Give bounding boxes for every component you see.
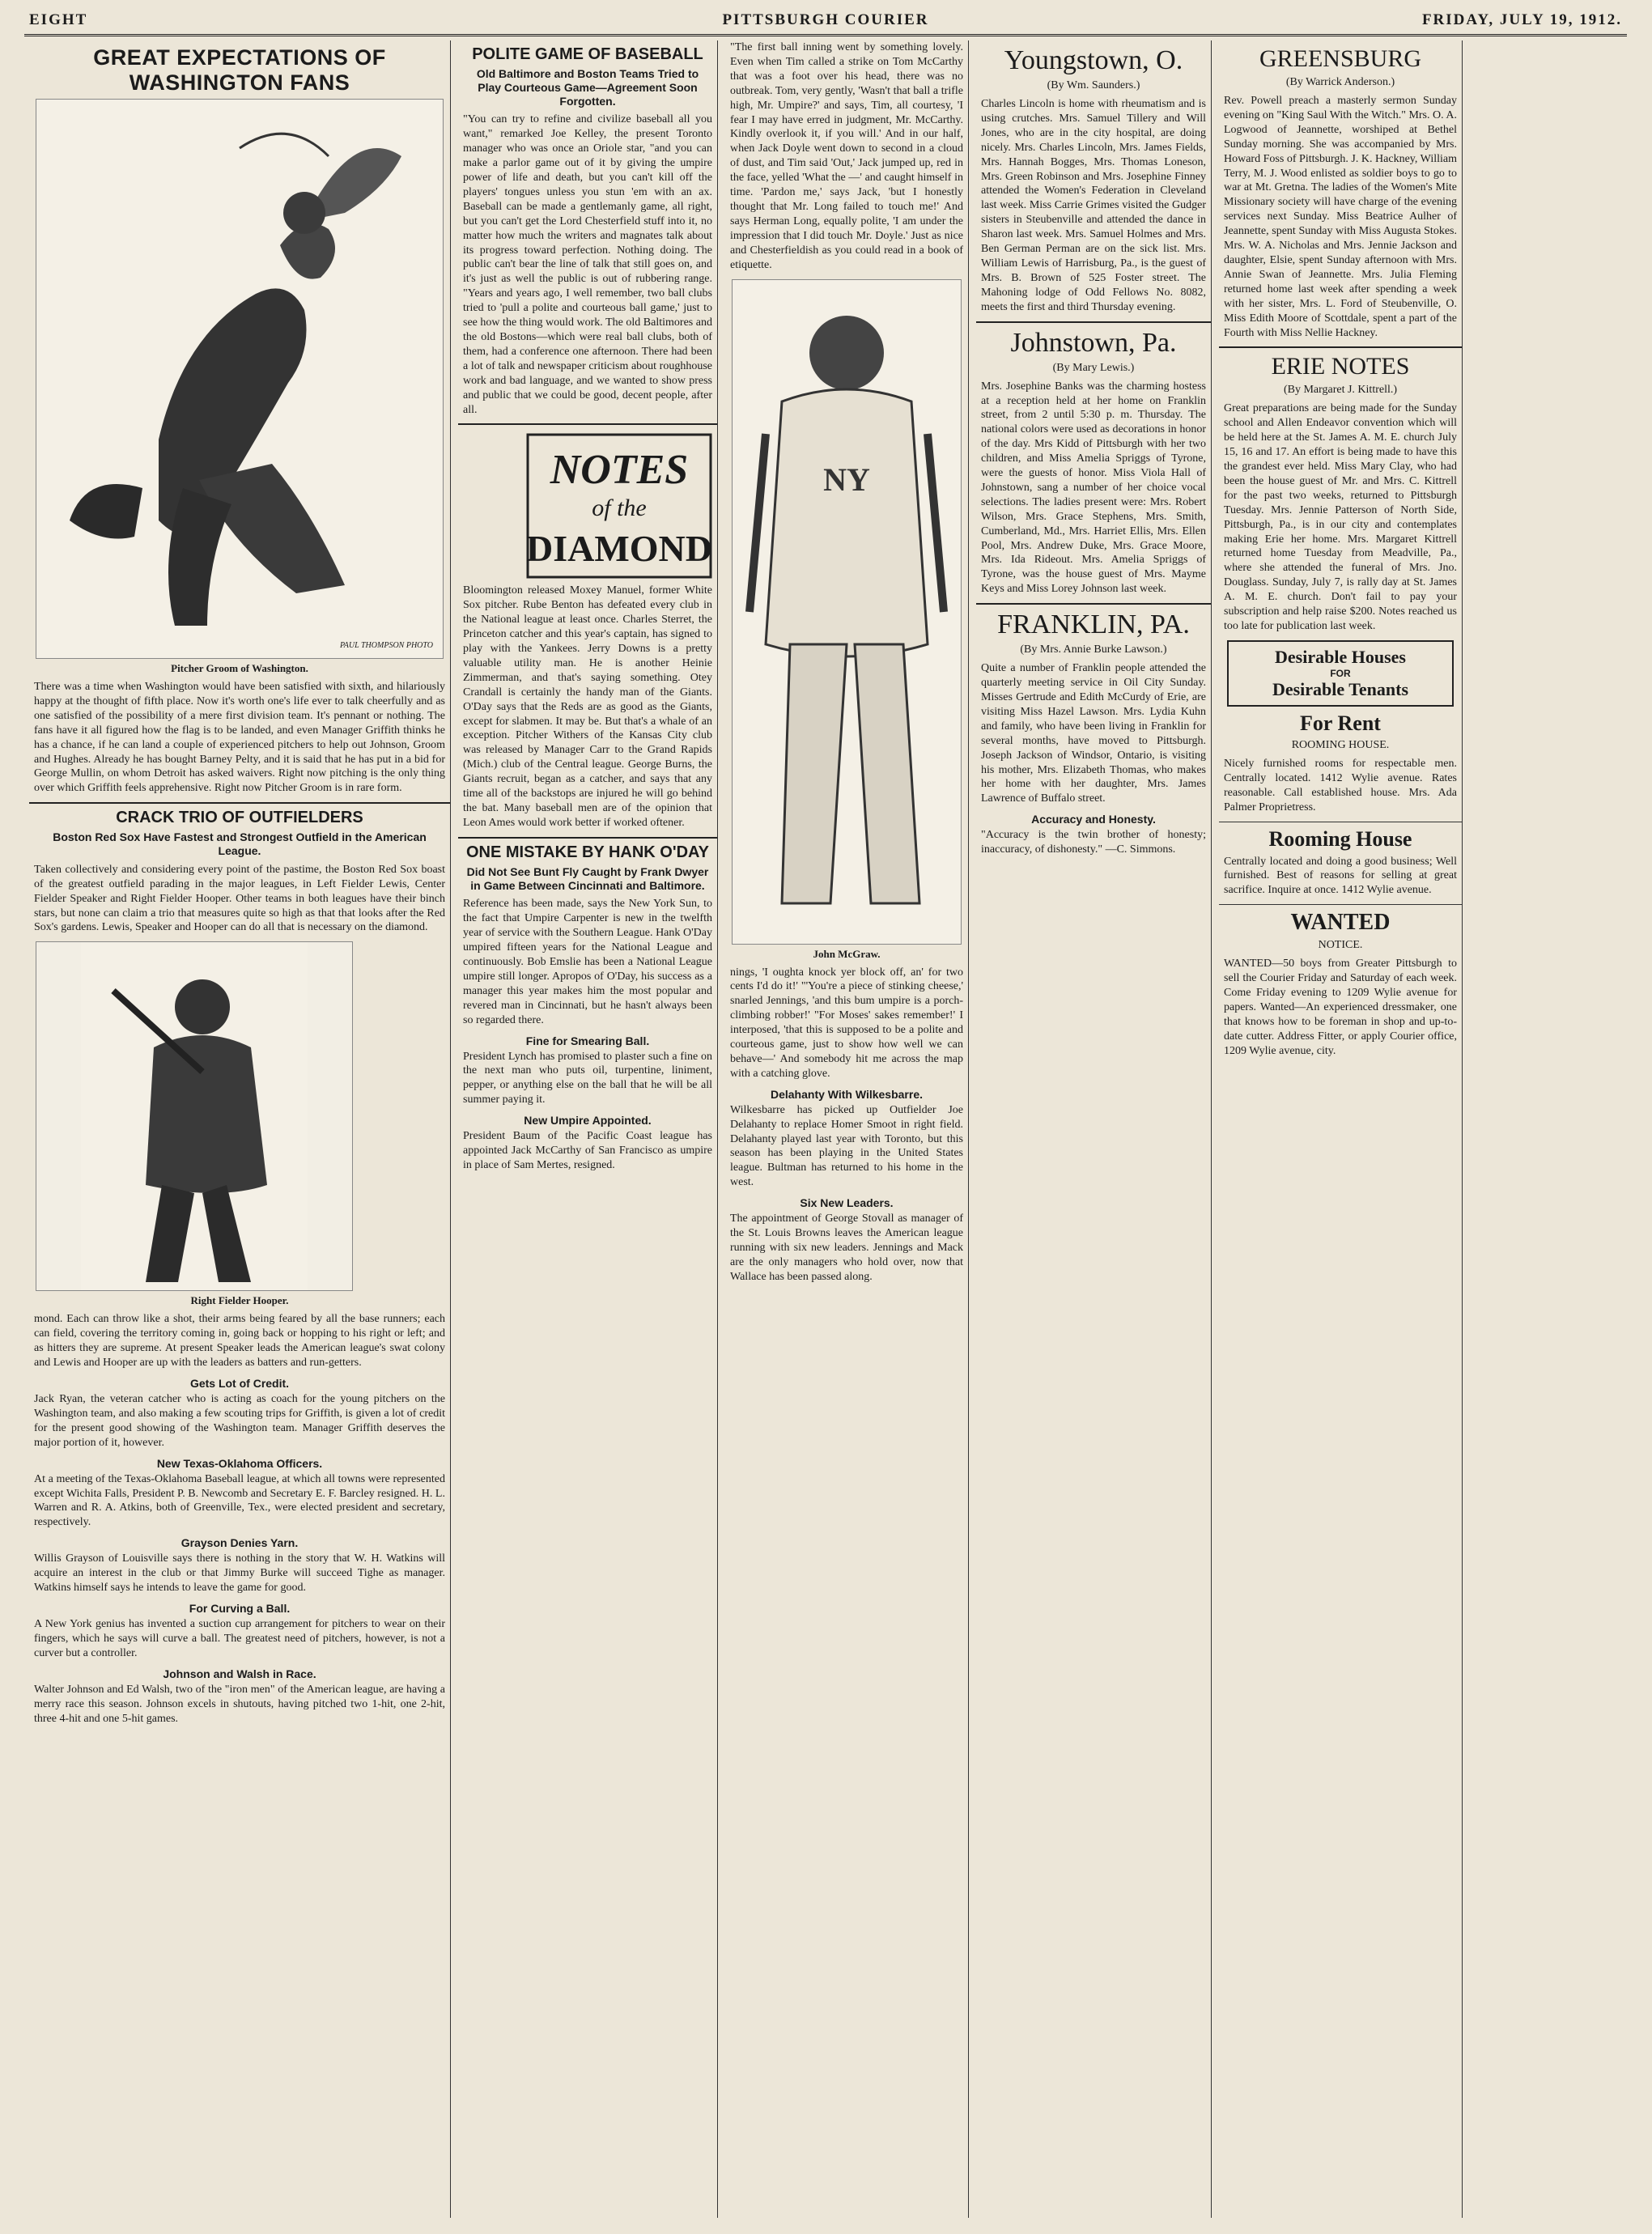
ad-for-rent-sub: ROOMING HOUSE.	[1291, 738, 1390, 751]
ad-for-rent-title: For Rent	[1300, 711, 1381, 735]
masthead	[24, 6, 1627, 36]
byline-greensburg: (By Warrick Anderson.)	[1285, 76, 1395, 88]
page-number: EIGHT	[29, 11, 88, 28]
ad-desirable-houses	[1227, 640, 1454, 707]
pitcher-illustration-icon	[36, 100, 443, 658]
ad-houses-line1: Desirable Houses	[1275, 646, 1406, 667]
ad-wanted-sub: NOTICE.	[1318, 939, 1363, 952]
story-johnson-walsh: Walter Johnson and Ed Walsh, two of the "iron men" of the American league, are having a merry race this season. Johnson excels in shutouts, having pitched two 1-hit, one 2-hit, three 4-hit and one 5-hit games.	[34, 1683, 445, 1725]
headline-hank-oday: ONE MISTAKE BY HANK O'DAY	[466, 843, 709, 861]
notes-diamond-logo-icon	[526, 433, 712, 579]
story-hank-oday: Reference has been made, says the New York Sun, to the fact that Umpire Carpenter is new in the twelfth year of service with the Southern League. Hank O'Day umpired fifteen years for the National League and continuously. Bob Emslie has been a National League umpire still longer. Apropos of O'Day, his success as a manager this year makes him the most popular and revered man in Cincinnati, but he hasn't always been so regarded there.	[463, 898, 712, 1026]
ad-houses-line2: Desirable Tenants	[1272, 678, 1409, 699]
story-greensburg: Rev. Powell preach a masterly sermon Sunday evening on "King Saul With the Witch." Mrs. O. A. Logwood of Jeannette, worshiped at Bethel Sunday morning. She was accompanied by Mrs. Howard Foss of Pittsburgh. J. K. Hackney, William Terry, M. J. Wood enlisted as soldier boys to go to war at Mt. Gretna. The ladies of the Women's Mite Missionary society will have charge of the evening services next Sunday. Miss Beatrice Aulher of Jeannette, spent Sunday with Miss Augusta Stokes. Mrs. W. A. Nicholas and Mrs. Jennie Jackson and daughter, Elsie, spent Sunday afternoon with Mrs. Annie Swan of Jeannette. Mrs. Julia Fleming returned home last week after spending a week with her sister, Mrs. L. Ford of Steubenville, O. Miss Edith Moore of Scottdale, spent a part of the Fourth with Miss Nellie Hackney.	[1224, 95, 1457, 339]
story-crack-trio: Taken collectively and considering every point of the pastime, the Boston Red Sox boast of the greatest outfield parading in the major leagues, in Left Fielder Lewis, Center Fielder Speaker and Right Fielder Hooper. Other teams in both leagues have their binch stars, but none can claim a trio that measures quite so high as that that looks after the Red Sox's gardens. Lewis, Speaker and Hooper can do all that is necessary on the diamond.	[34, 863, 445, 934]
column-sports-mid	[458, 40, 718, 2218]
photo-caption-hooper: Right Fielder Hooper.	[190, 1294, 289, 1307]
photo-pitcher-groom	[36, 99, 444, 659]
story-notes-diamond: Bloomington released Moxey Manuel, former White Sox pitcher. Rube Benton has defeated every club in the National league at least once. Charles Sterret, the Princeton catcher and this year's captain, has signed to play with the Yankees. Jerry Downs is a pretty valuable utility man. He is another Heinie Zimmerman, and that's saying something. Otey Crandall is certainly the handy man of the Giants. O'Day says that the Reds are as good as the Giants, except for slabmen. It may be. But that's a whale of an exception. Pitcher Withers of the Kansas City club was released by Manager Carr to the Grand Rapids (Mich.) club of the Central league. George Burns, the Giants recruit, began as a catcher, and says that any time all of the backstops are injured he will go behind the bat. Many baseball men are of the opinion that Leon Ames would work better if worked oftener.	[463, 584, 712, 829]
head-credit: Gets Lot of Credit.	[189, 1377, 290, 1390]
headline-crack-trio: CRACK TRIO OF OUTFIELDERS	[116, 809, 363, 827]
story-umpire: President Baum of the Pacific Coast league has appointed Jack McCarthy of San Francisco as umpire in place of Sam Mertes, resigned.	[463, 1130, 712, 1172]
story-delahanty: Wilkesbarre has picked up Outfielder Joe Delahanty to replace Homer Smoot in right field. Delahanty played last year with Toronto, but this season has been playing in the United States league. Bultman has returned to his home in the west.	[730, 1103, 963, 1189]
quote-accuracy: "Accuracy is the twin brother of honesty; inaccuracy, of dishonesty." —C. Simmons.	[981, 829, 1206, 856]
batter-illustration-icon	[36, 942, 352, 1290]
byline-franklin: (By Mrs. Annie Burke Lawson.)	[1020, 643, 1167, 656]
head-delahanty: Delahanty With Wilkesbarre.	[770, 1087, 924, 1101]
photo-mcgraw	[732, 279, 962, 945]
svg-text:NOTES: NOTES	[550, 447, 689, 494]
head-texas: New Texas-Oklahoma Officers.	[156, 1456, 323, 1470]
headline-polite-game: POLITE GAME OF BASEBALL	[472, 45, 703, 63]
ad-for-rent-body: Nicely furnished rooms for respectable men. Centrally located. 1412 Wylie avenue. Rates reasonable. Call established house. Mrs. Ada Palmer Proprietress.	[1224, 757, 1457, 813]
section-franklin: FRANKLIN, PA.	[997, 609, 1190, 640]
svg-text:of the: of the	[592, 495, 647, 522]
byline-youngstown: (By Wm. Saunders.)	[1047, 79, 1140, 91]
story-curving: A New York genius has invented a suction cup arrangement for pitchers to wear on their fingers, which he says will curve a ball. The greatest need of pitchers, however, is not a curver but a controller.	[34, 1617, 445, 1659]
story-smearing: President Lynch has promised to plaster such a fine on the next man who puts oil, turpentine, liniment, pepper, or anything else on the ball that he will be all summer paying it.	[463, 1050, 712, 1106]
head-accuracy: Accuracy and Honesty.	[1031, 813, 1156, 826]
column-society-2	[1219, 40, 1463, 2218]
column-sports-right	[725, 40, 969, 2218]
ad-wanted-body: WANTED—50 boys from Greater Pittsburgh to sell the Courier Friday and Saturday of each week. Come Friday evening to 1209 Wylie avenue for papers. Wanted—An experienced dressmaker, one that knows how to be foreman in shop and up-to-date cutter. Address Fitter, or apply Courier office, 1209 Wylie avenue, city.	[1224, 958, 1457, 1057]
photo-credit: PAUL THOMPSON PHOTO	[339, 641, 433, 650]
story-credit: Jack Ryan, the veteran catcher who is acting as coach for the young pitchers on the Washington team, and also making a few scouting trips for Griffith, is given a lot of credit for the present good showing of the Washington team. Manager Griffith deserves the major portion of it, however.	[34, 1393, 445, 1449]
story-polite-game-end: nings, 'I oughta knock yer block off, an' for two cents I'd do it!' "'You're a piece of stinking cheese,' snarled Jennings, 'and this bum umpire is a porch-climbing robber!' "For Moses' sakes remember!' I interposed, 'that this is supposed to be a polite and courteous game, just to show how well we can behave—' And somebody hit me across the map with a catching glove.	[730, 966, 963, 1080]
photo-hooper	[36, 941, 353, 1291]
mcgraw-illustration-icon	[733, 280, 961, 944]
story-polite-game: "You can try to refine and civilize baseball all you want," remarked Joe Kelley, the present Toronto manager who was once an Oriole star, "and you can make a parlor game out of it by giving the umpire power of life and death, but you can't kill off the players' tongues unless you stun 'em with an ax. Baseball can be made a gentlemanly game, all right, but you can't get the Lord Chesterfield stuff into it, no matter how much the writers and magnates talk about its progress toward perfection. Nothing doing. The public can't bear the line of talk that still goes on, and it's just as well the public is out of rubbering range. "Years and years ago, I well remember, two ball clubs tried to 'pull a polite and courteous ball game,' just to see how the thing would work. The old Baltimores and the old Bostons—which were real ball clubs, both of them, had a conference one afternoon. There had been a lot of talk and newspaper criticism about roughhouse work and bad language, and we wanted to show press and public that we could be good, decent people, after all.	[463, 113, 712, 416]
photo-caption-groom: Pitcher Groom of Washington.	[171, 662, 308, 674]
story-washington-fans: There was a time when Washington would have been satisfied with sixth, and hilariously happy at the thought of fifth place. Now it's worth one's life ever to talk cheerfully and as one satisfied of the possibility of a mere first division team. It's pennant or nothing. The fans have it all figured how the flag is to be landed, and even Manager Griffith thinks he has a chance, if he can land a couple of experienced pitchers to help out Johnson, Groom and Hughes. Already he has bought Barney Pelty, and it is said that he has put in a bid for George Mullin, on whom Detroit has asked waivers. Right now pitching is the only thing over which Griffith feels apprehensive. Right now Pitcher Groom is in rare form.	[34, 681, 445, 795]
byline-erie: (By Margaret J. Kittrell.)	[1283, 384, 1398, 397]
paper-name: PITTSBURGH COURIER	[722, 11, 929, 28]
story-youngstown: Charles Lincoln is home with rheumatism and is using crutches. Mrs. Samuel Tillery and Will Jones, who are in the city hospital, are doing nicely. Mrs. Charles Lincoln, Mrs. James Fields, Mrs. Hannah Bogges, Mrs. Thomas Loneson, Mrs. Green Robinson and Mrs. Josephine Finney attended the Women's Federation in Cleveland last week. Miss Carrie Grimes visited the Gudger sisters in Steubenville and attended the dance in Sharon last week. Mrs. Samuel Holmes and Mrs. Ben German Perman are on the sick list. Mrs. William Lewis of Harrisburg, Pa., is the guest of Mrs. B. Brown of 525 Foster street. The Mahoning lodge of Odd Fellows No. 8082, meets the first and third Thursday evening.	[981, 98, 1206, 313]
head-six-leaders: Six New Leaders.	[800, 1196, 894, 1210]
photo-caption-mcgraw: John McGraw.	[813, 947, 881, 960]
story-crack-trio-cont: mond. Each can throw like a shot, their arms being feared by all the base runners; each can field, covering the territory coming in, going back or hopping to his right or left; and as hitters they are supreme. At present Speaker leads the American league's swat colony and Lewis and Hooper are up with the leaders as batters and run-getters.	[34, 1313, 445, 1370]
head-johnson-walsh: Johnson and Walsh in Race.	[163, 1667, 316, 1680]
svg-text:DIAMOND: DIAMOND	[526, 528, 712, 570]
story-franklin: Quite a number of Franklin people attended the quarterly meeting service in Oil City Sunday. Misses Gertrude and Edith McCurdy of Erie, are visiting Miss Hazel Lawson. Mrs. Lydia Kuhn and family, who have been living in Franklin for several months, have moved to Pittsburgh. Joseph Jackson of Windsor, Ontario, is visiting his mother, Mrs. Elizabeth Thomas, who makes her home with her daughter, Mrs. James Lawrence of Buffalo street.	[981, 662, 1206, 805]
byline-johnstown: (By Mary Lewis.)	[1052, 361, 1135, 374]
svg-text:NY: NY	[823, 461, 870, 498]
subhead-polite-game: Old Baltimore and Boston Teams Tried to Play Courteous Game—Agreement Soon Forgotten.	[476, 67, 699, 108]
story-grayson: Willis Grayson of Louisville says there is nothing in the story that W. H. Watkins will acquire an interest in the club or that Jimmy Burke will succeed Tighe as manager. Watkins himself says he intends to leave the game for good.	[34, 1552, 445, 1595]
section-erie: ERIE NOTES	[1271, 353, 1410, 380]
subhead-hank-oday: Did Not See Bunt Fly Caught by Frank Dwyer in Game Between Cincinnati and Baltimore.	[466, 864, 709, 892]
ad-houses-for: FOR	[1330, 667, 1351, 679]
headline-washington-fans: GREAT EXPECTATIONS OF WASHINGTON FANS	[93, 45, 386, 95]
head-grayson: Grayson Denies Yarn.	[180, 1536, 299, 1550]
head-smearing: Fine for Smearing Ball.	[525, 1034, 650, 1047]
ad-rooming-title: Rooming House	[1268, 826, 1412, 851]
story-six-leaders: The appointment of George Stovall as manager of the St. Louis Browns leaves the American league running with six new leaders. Jennings and Mack are the only managers who hold over, now that Wallace has been passed along.	[730, 1213, 963, 1283]
notes-diamond-logo	[526, 433, 712, 579]
column-society-1	[976, 40, 1212, 2218]
section-youngstown: Youngstown, O.	[1004, 45, 1183, 75]
head-curving: For Curving a Ball.	[189, 1601, 291, 1615]
section-greensburg: GREENSBURG	[1259, 45, 1422, 72]
story-texas: At a meeting of the Texas-Oklahoma Baseball league, at which all towns were represented except Wichita Falls, President P. B. Newcomb and Secretary E. F. Barcley resigned. H. L. Warren and R. A. Atkins, both of Greenville, Tex., were elected president and secretary, respectively.	[34, 1472, 445, 1529]
issue-date: FRIDAY, JULY 19, 1912.	[1421, 11, 1622, 28]
ad-rooming-body: Centrally located and doing a good business; Well furnished. Best of reasons for selling at great sacrifice. Inquire at once. 1412 Wylie avenue.	[1224, 855, 1457, 897]
section-johnstown: Johnstown, Pa.	[1010, 327, 1177, 358]
subhead-crack-trio: Boston Red Sox Have Fastest and Strongest Outfield in the American League.	[53, 830, 427, 858]
story-erie: Great preparations are being made for the Sunday school and Allen Endeavor convention which will be held here at the St. James A. M. E. church July 15, 16 and 17. An effort is being made to have this the grandest ever held. Miss Mary Clay, who had been the house guest of Mr. and Mrs. C. Kittrell for the past two weeks, returned to Pittsburgh Tuesday. Mrs. Jennie Patterson of North Side, Pittsburgh, Pa., is in our city and contemplates making Erie her home. Mrs. Margaret Kittrell returned home Tuesday from Meadville, Pa., where she attended the funeral of Mrs. Jno. Douglass. Sunday, July 7, is rally day at St. James A. M. E. church. Don't fail to pay your subscription and help raise $200. Notes reached us too late for publication last week.	[1224, 402, 1457, 632]
story-johnstown: Mrs. Josephine Banks was the charming hostess at a reception held at her home on Franklin street, from 2 until 5:30 p. m. Thursday. The national colors were used as decorations in honor of the day. Mrs Kidd of Pittsburgh with her two children, and Miss Amelia Spriggs of Tyrone, were the guests of honor. Miss Viola Hall of Johnstown, sang a number of her choice vocal selections. The ladies present were: Mrs. Robert Wilson, Mrs. Grace Stephens, Mrs. Smith, Cumberland, Md., Mrs. Harriet Ellis, Mrs. Ellen Pool, Mrs. Andrew Duke, Mrs. Grace Moore, Mrs. Ida Rideout. Mrs. Amelia Spriggs of Tyrone, was the house guest of Mrs. Mayme Keys and Miss Lorey Johnson last week.	[981, 380, 1206, 596]
ad-wanted-title: WANTED	[1290, 910, 1391, 936]
story-polite-game-cont: "The first ball inning went by something lovely. Even when Tim called a strike on Tom McCarthy that was a foot over his head, there was no outbreak. Tom, very gently, 'Wasn't that ball a trifle high, Mr. Umpire?' and says, Tim, all courtesy, 'I fear I may have erred in judgment, Mr. McCarthy. Kindly overlook it, if you will.' And in our half, when Jack Doyle went down to second in a cloud of dust, and Tim said 'Out,' Jack jumped up, red in the face, yelled 'What the —' and caught himself in time. 'Pardon me,' says Jack, 'but I honestly thought that Mr. Long failed to touch me!' And says Herman Long, equally polite, 'I am under the impression that I did touch Mr. Doyle.' Just as nice and Chesterfieldish as you could read in a book of etiquette.	[730, 41, 963, 271]
column-sports-left	[29, 40, 451, 2218]
head-umpire: New Umpire Appointed.	[524, 1114, 652, 1128]
